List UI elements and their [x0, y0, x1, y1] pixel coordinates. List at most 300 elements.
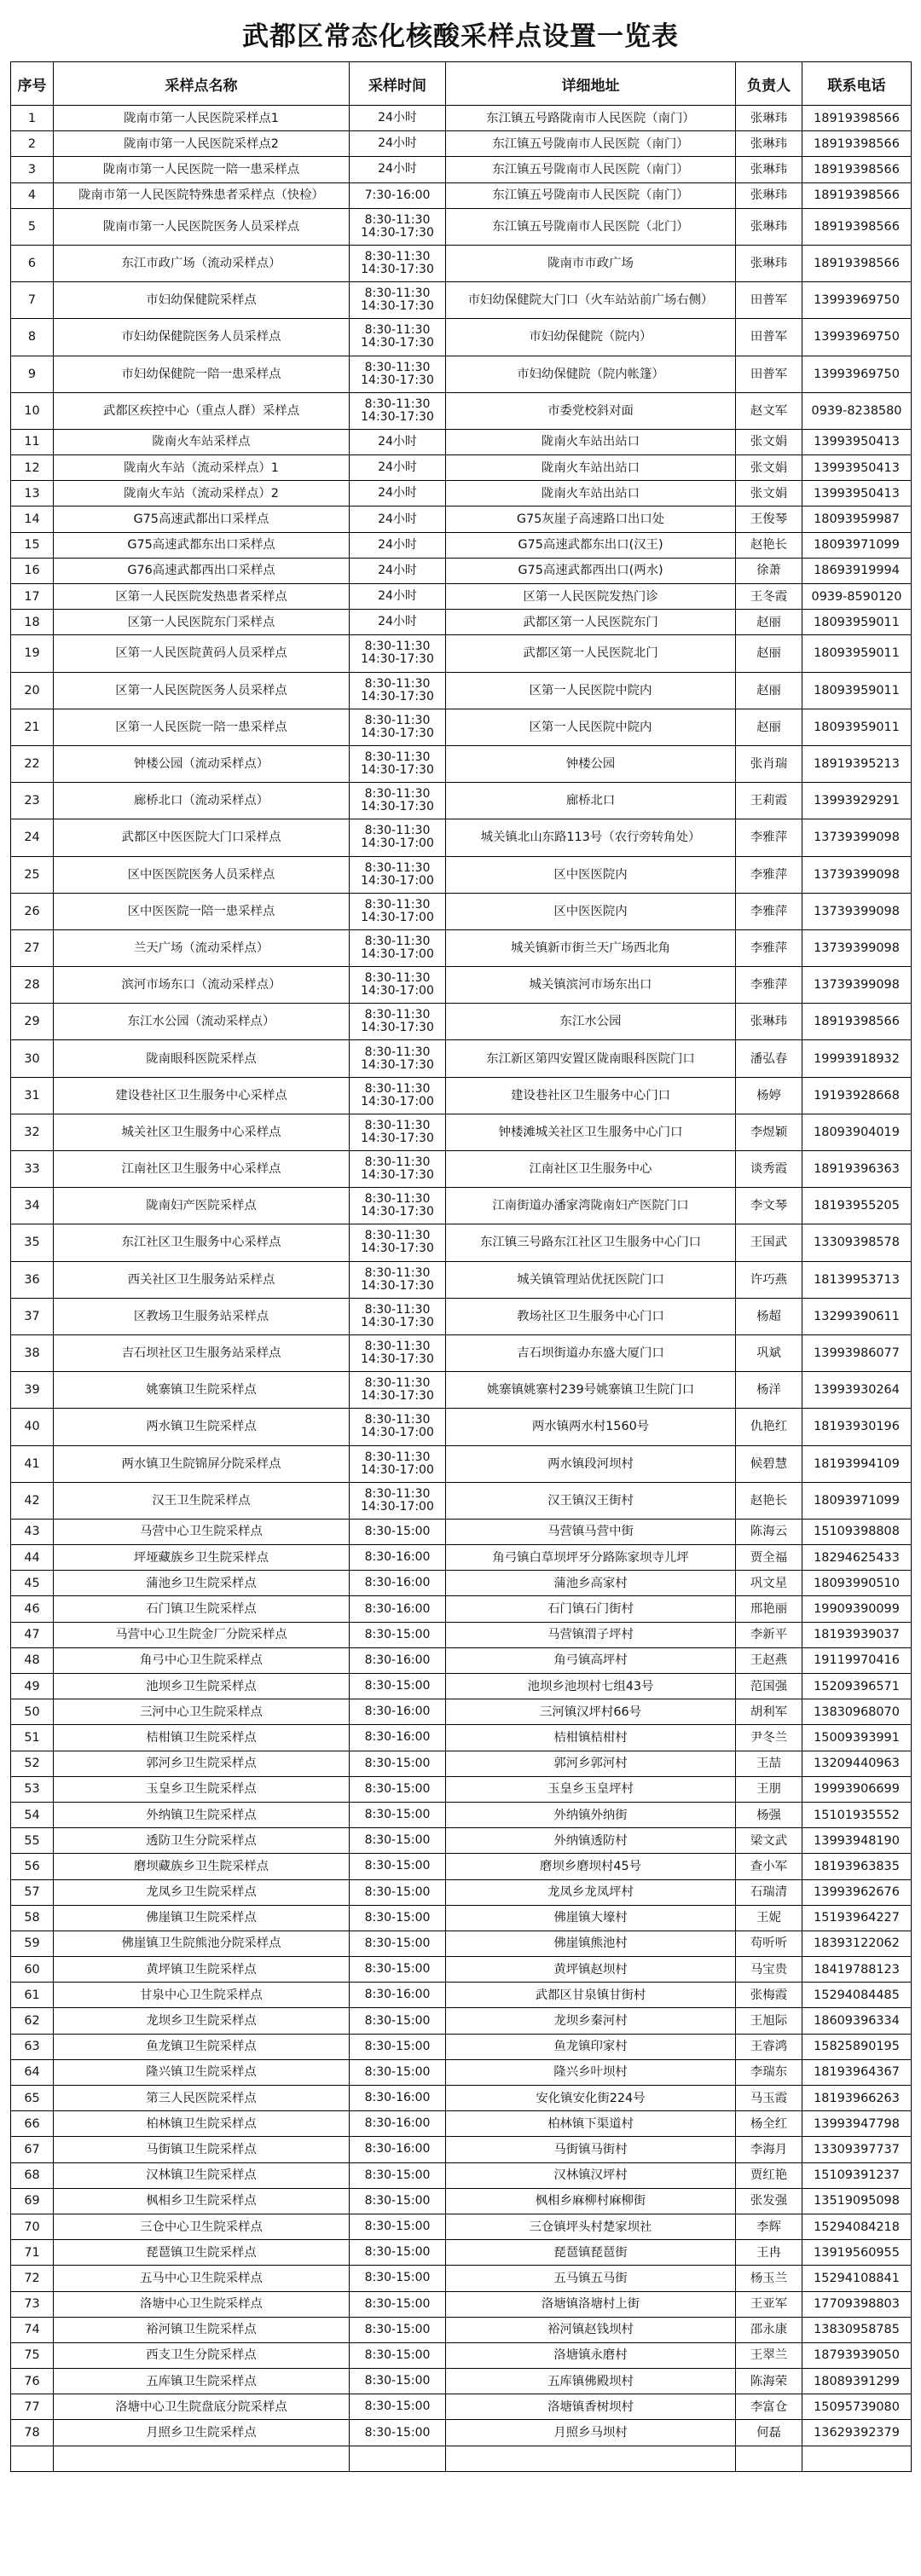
cell-phone: 18193930196	[802, 1409, 912, 1445]
cell-person: 徐萧	[736, 558, 802, 583]
cell-time: 8:30-15:00	[350, 1828, 446, 1854]
cell-phone: 19909390099	[802, 1596, 912, 1622]
cell-empty	[802, 2446, 912, 2471]
cell-person: 王冬霞	[736, 584, 802, 610]
cell-address: 市妇幼保健院（院内帐篷）	[446, 356, 736, 392]
cell-phone: 13739399098	[802, 819, 912, 856]
cell-name: 郭河乡卫生院采样点	[54, 1751, 350, 1776]
cell-time: 8:30-15:00	[350, 2317, 446, 2342]
cell-person: 王俊琴	[736, 507, 802, 532]
cell-address: 区中医医院内	[446, 856, 736, 893]
cell-address: 武都区甘泉镇甘街村	[446, 1983, 736, 2008]
table-row	[11, 157, 912, 182]
table-row	[11, 429, 912, 454]
cell-address: 裕河镇赵钱坝村	[446, 2317, 736, 2342]
cell-person: 石瑞清	[736, 1879, 802, 1905]
cell-no: 33	[11, 1151, 54, 1188]
table-row	[11, 1751, 912, 1776]
table-row	[11, 1224, 912, 1261]
table-row	[11, 2008, 912, 2034]
cell-time: 8:30-16:00	[350, 1699, 446, 1725]
cell-person: 张梅霞	[736, 1983, 802, 2008]
cell-person: 许巧燕	[736, 1261, 802, 1298]
table-row	[11, 1188, 912, 1224]
cell-phone: 13993930264	[802, 1372, 912, 1409]
cell-person: 杨婷	[736, 1077, 802, 1114]
cell-name: 武都区疾控中心（重点人群）采样点	[54, 392, 350, 429]
cell-person: 张文娟	[736, 481, 802, 507]
cell-time: 8:30-15:00	[350, 1802, 446, 1827]
header-name: 采样点名称	[54, 62, 350, 106]
cell-name: 月照乡卫生院采样点	[54, 2420, 350, 2446]
table-row	[11, 1674, 912, 1699]
cell-time: 8:30-15:00	[350, 2369, 446, 2394]
cell-person: 梁文武	[736, 1828, 802, 1854]
cell-time: 8:30-15:00	[350, 1854, 446, 1879]
cell-no: 75	[11, 2342, 54, 2368]
cell-address: 枫相乡麻柳村麻柳街	[446, 2188, 736, 2214]
table-row	[11, 558, 912, 583]
cell-phone: 13739399098	[802, 856, 912, 893]
cell-person: 王翠兰	[736, 2342, 802, 2368]
table-row	[11, 131, 912, 157]
cell-address: 安化镇安化街224号	[446, 2086, 736, 2111]
cell-address: G75灰崖子高速路口出口处	[446, 507, 736, 532]
cell-person: 李雅萍	[736, 893, 802, 929]
cell-address: 东江镇五号陇南市人民医院（南门）	[446, 182, 736, 208]
cell-address: 城关镇滨河市场东出口	[446, 967, 736, 1004]
table-row	[11, 2369, 912, 2394]
cell-address: 外纳镇透防村	[446, 1828, 736, 1854]
cell-name: 区中医医院一陪一患采样点	[54, 893, 350, 929]
cell-time: 24小时	[350, 131, 446, 157]
cell-no: 60	[11, 1957, 54, 1983]
cell-name: 磨坝藏族乡卫生院采样点	[54, 1854, 350, 1879]
table-row	[11, 745, 912, 782]
header-address: 详细地址	[446, 62, 736, 106]
cell-person: 邢艳丽	[736, 1596, 802, 1622]
cell-address: 陇南市市政广场	[446, 245, 736, 281]
cell-phone: 13993969750	[802, 282, 912, 319]
table-row	[11, 1957, 912, 1983]
cell-no: 9	[11, 356, 54, 392]
cell-address: 鱼龙镇印家村	[446, 2034, 736, 2059]
cell-person: 李雅萍	[736, 967, 802, 1004]
cell-person: 赵文军	[736, 392, 802, 429]
cell-time: 8:30-11:30 14:30-17:30	[350, 1298, 446, 1334]
cell-phone: 18609396334	[802, 2008, 912, 2034]
cell-name: G75高速武都东出口采样点	[54, 532, 350, 558]
cell-no: 36	[11, 1261, 54, 1298]
cell-name: 区中医医院医务人员采样点	[54, 856, 350, 893]
cell-person: 陈海荣	[736, 2369, 802, 2394]
cell-no: 23	[11, 783, 54, 819]
table-row	[11, 1647, 912, 1673]
cell-time: 24小时	[350, 532, 446, 558]
cell-name: 池坝乡卫生院采样点	[54, 1674, 350, 1699]
cell-address: 建设巷社区卫生服务中心门口	[446, 1077, 736, 1114]
cell-name: 佛崖镇卫生院采样点	[54, 1905, 350, 1931]
table-row	[11, 1298, 912, 1334]
cell-person: 张琳玮	[736, 131, 802, 157]
cell-name: 陇南市第一人民医院特殊患者采样点（快检）	[54, 182, 350, 208]
cell-address: 江南社区卫生服务中心	[446, 1151, 736, 1188]
cell-address: 磨坝乡磨坝村45号	[446, 1854, 736, 1879]
cell-phone: 15095739080	[802, 2394, 912, 2420]
cell-no: 43	[11, 1519, 54, 1544]
cell-no: 31	[11, 1077, 54, 1114]
cell-name: 廊桥北口（流动采样点）	[54, 783, 350, 819]
header-phone: 联系电话	[802, 62, 912, 106]
table-row	[11, 1802, 912, 1827]
cell-name: 陇南火车站（流动采样点）2	[54, 481, 350, 507]
cell-person: 赵丽	[736, 610, 802, 635]
cell-person: 马宝贵	[736, 1957, 802, 1983]
cell-phone: 13993969750	[802, 319, 912, 356]
cell-phone: 18419788123	[802, 1957, 912, 1983]
cell-address: 陇南火车站出站口	[446, 429, 736, 454]
cell-address: 两水镇两水村1560号	[446, 1409, 736, 1445]
cell-address: 石门镇石门街村	[446, 1596, 736, 1622]
cell-person: 李雅萍	[736, 819, 802, 856]
table-row	[11, 282, 912, 319]
cell-time: 8:30-11:30 14:30-17:00	[350, 856, 446, 893]
cell-time: 8:30-11:30 14:30-17:30	[350, 635, 446, 672]
cell-name: 五库镇卫生院采样点	[54, 2369, 350, 2394]
cell-no: 78	[11, 2420, 54, 2446]
cell-address: 陇南火车站出站口	[446, 481, 736, 507]
cell-name: 建设巷社区卫生服务中心采样点	[54, 1077, 350, 1114]
cell-person: 张发强	[736, 2188, 802, 2214]
table-row	[11, 2317, 912, 2342]
cell-address: 东江新区第四安置区陇南眼科医院门口	[446, 1040, 736, 1077]
cell-no: 39	[11, 1372, 54, 1409]
cell-time: 8:30-15:00	[350, 2291, 446, 2317]
cell-person: 田普军	[736, 319, 802, 356]
table-row	[11, 929, 912, 966]
table-row	[11, 1983, 912, 2008]
table-row	[11, 106, 912, 131]
cell-no: 3	[11, 157, 54, 182]
cell-phone: 13309398578	[802, 1224, 912, 1261]
table-row	[11, 1725, 912, 1751]
cell-phone: 0939-8590120	[802, 584, 912, 610]
cell-name: 区第一人民医院医务人员采样点	[54, 672, 350, 709]
cell-time: 8:30-15:00	[350, 1931, 446, 1956]
table-row	[11, 2059, 912, 2085]
cell-no: 32	[11, 1114, 54, 1150]
cell-phone: 18193963835	[802, 1854, 912, 1879]
cell-person: 李雅萍	[736, 929, 802, 966]
cell-phone: 18089391299	[802, 2369, 912, 2394]
cell-time: 8:30-16:00	[350, 1725, 446, 1751]
cell-no: 12	[11, 455, 54, 481]
cell-no: 2	[11, 131, 54, 157]
cell-person: 张文娟	[736, 455, 802, 481]
cell-address: 东江镇五号陇南市人民医院（南门）	[446, 131, 736, 157]
cell-no: 66	[11, 2111, 54, 2137]
cell-person: 巩斌	[736, 1334, 802, 1371]
table-row	[11, 1905, 912, 1931]
cell-address: 三仓镇坪头村楚家坝社	[446, 2214, 736, 2239]
cell-empty	[736, 2446, 802, 2471]
cell-no: 48	[11, 1647, 54, 1673]
cell-address: 马街镇马街村	[446, 2137, 736, 2162]
cell-time: 8:30-16:00	[350, 2137, 446, 2162]
cell-phone: 15101935552	[802, 1802, 912, 1827]
cell-no: 37	[11, 1298, 54, 1334]
cell-phone: 15109398808	[802, 1519, 912, 1544]
cell-no: 1	[11, 106, 54, 131]
table-row	[11, 1077, 912, 1114]
cell-empty	[11, 2446, 54, 2471]
cell-no: 56	[11, 1854, 54, 1879]
cell-address: 汉王镇汉王街村	[446, 1482, 736, 1519]
cell-name: 市妇幼保健院一陪一患采样点	[54, 356, 350, 392]
cell-name: 武都区中医医院大门口采样点	[54, 819, 350, 856]
cell-address: 桔柑镇桔柑村	[446, 1725, 736, 1751]
cell-address: 武都区第一人民医院北门	[446, 635, 736, 672]
table-row	[11, 1151, 912, 1188]
cell-no: 16	[11, 558, 54, 583]
table-row	[11, 1879, 912, 1905]
cell-name: 陇南火车站采样点	[54, 429, 350, 454]
cell-address: 东江水公园	[446, 1004, 736, 1040]
cell-person: 王亚军	[736, 2291, 802, 2317]
cell-name: 马营中心卫生院金厂分院采样点	[54, 1622, 350, 1647]
cell-address: 市妇幼保健院大门口（火车站站前广场右侧）	[446, 282, 736, 319]
cell-phone: 18919398566	[802, 131, 912, 157]
table-row	[11, 2137, 912, 2162]
cell-phone: 15193964227	[802, 1905, 912, 1931]
cell-time: 8:30-11:30 14:30-17:30	[350, 1114, 446, 1150]
cell-address: 钟楼滩城关社区卫生服务中心门口	[446, 1114, 736, 1150]
cell-name: 石门镇卫生院采样点	[54, 1596, 350, 1622]
table-row	[11, 1622, 912, 1647]
cell-name: 汉王卫生院采样点	[54, 1482, 350, 1519]
cell-time: 24小时	[350, 429, 446, 454]
cell-time: 24小时	[350, 507, 446, 532]
cell-time: 8:30-11:30 14:30-17:00	[350, 967, 446, 1004]
cell-name: 东江社区卫生服务中心采样点	[54, 1224, 350, 1261]
cell-phone: 13993969750	[802, 356, 912, 392]
cell-no: 63	[11, 2034, 54, 2059]
cell-address: 三河镇汉坪村66号	[446, 1699, 736, 1725]
cell-no: 58	[11, 1905, 54, 1931]
cell-name: 角弓中心卫生院采样点	[54, 1647, 350, 1673]
cell-no: 19	[11, 635, 54, 672]
table-row	[11, 1482, 912, 1519]
cell-phone: 18093959987	[802, 507, 912, 532]
cell-no: 67	[11, 2137, 54, 2162]
cell-phone: 18193966263	[802, 2086, 912, 2111]
cell-no: 4	[11, 182, 54, 208]
cell-person: 王莉霞	[736, 783, 802, 819]
cell-phone: 15294084218	[802, 2214, 912, 2239]
cell-phone: 13993962676	[802, 1879, 912, 1905]
cell-person: 李瑞东	[736, 2059, 802, 2085]
cell-name: G75高速武都出口采样点	[54, 507, 350, 532]
cell-phone: 18193964367	[802, 2059, 912, 2085]
cell-time: 8:30-15:00	[350, 1519, 446, 1544]
cell-address: 五库镇佛殿坝村	[446, 2369, 736, 2394]
cell-name: 陇南市第一人民医院采样点1	[54, 106, 350, 131]
table-row	[11, 1931, 912, 1956]
cell-time: 8:30-11:30 14:30-17:00	[350, 929, 446, 966]
cell-no: 18	[11, 610, 54, 635]
cell-no: 34	[11, 1188, 54, 1224]
table-row	[11, 1334, 912, 1371]
cell-no: 46	[11, 1596, 54, 1622]
cell-time: 8:30-15:00	[350, 2266, 446, 2291]
cell-address: 东江镇五号陇南市人民医院（南门）	[446, 157, 736, 182]
cell-name: 区第一人民医院一陪一患采样点	[54, 709, 350, 745]
cell-name: 西关社区卫生服务站采样点	[54, 1261, 350, 1298]
cell-name: 洛塘中心卫生院采样点	[54, 2291, 350, 2317]
cell-name: 区第一人民医院发热患者采样点	[54, 584, 350, 610]
cell-no: 65	[11, 2086, 54, 2111]
cell-empty	[350, 2446, 446, 2471]
cell-phone: 18919398566	[802, 208, 912, 245]
table-row	[11, 1040, 912, 1077]
cell-phone: 18393122062	[802, 1931, 912, 1956]
cell-address: 角弓镇白草坝坪牙分路陈家坝寺儿坪	[446, 1545, 736, 1571]
cell-person: 王妮	[736, 1905, 802, 1931]
cell-person: 张琳玮	[736, 157, 802, 182]
cell-no: 50	[11, 1699, 54, 1725]
cell-name: 吉石坝社区卫生服务站采样点	[54, 1334, 350, 1371]
cell-phone: 18193994109	[802, 1445, 912, 1482]
table-row	[11, 532, 912, 558]
cell-name: 洛塘中心卫生院盘底分院采样点	[54, 2394, 350, 2420]
table-row	[11, 245, 912, 281]
cell-time: 24小时	[350, 106, 446, 131]
cell-person: 苟听听	[736, 1931, 802, 1956]
table-row	[11, 1409, 912, 1445]
cell-time: 8:30-11:30 14:30-17:30	[350, 1261, 446, 1298]
cell-name: 龙坝乡卫生院采样点	[54, 2008, 350, 2034]
cell-name: 裕河镇卫生院采样点	[54, 2317, 350, 2342]
table-row	[11, 1372, 912, 1409]
cell-phone: 15009393991	[802, 1725, 912, 1751]
cell-time: 8:30-11:30 14:30-17:30	[350, 1188, 446, 1224]
cell-phone: 13919560955	[802, 2240, 912, 2266]
cell-phone: 18093990510	[802, 1571, 912, 1596]
cell-person: 巩文星	[736, 1571, 802, 1596]
cell-address: 市妇幼保健院（院内）	[446, 319, 736, 356]
cell-time: 8:30-11:30 14:30-17:00	[350, 1445, 446, 1482]
cell-time: 8:30-15:00	[350, 1957, 446, 1983]
cell-time: 8:30-11:30 14:30-17:30	[350, 208, 446, 245]
cell-name: 兰天广场（流动采样点）	[54, 929, 350, 966]
cell-time: 8:30-16:00	[350, 2111, 446, 2137]
table-row	[11, 481, 912, 507]
cell-time: 8:30-15:00	[350, 2188, 446, 2214]
cell-address: 池坝乡池坝村七组43号	[446, 1674, 736, 1699]
table-row	[11, 893, 912, 929]
cell-name: 马营中心卫生院采样点	[54, 1519, 350, 1544]
cell-name: 透防卫生分院采样点	[54, 1828, 350, 1854]
cell-address: G75高速武都西出口(两水)	[446, 558, 736, 583]
cell-phone: 19993906699	[802, 1776, 912, 1802]
cell-address: 龙坝乡秦河村	[446, 2008, 736, 2034]
table-body	[11, 106, 912, 2472]
cell-person: 何磊	[736, 2420, 802, 2446]
cell-phone: 18793939050	[802, 2342, 912, 2368]
cell-no: 10	[11, 392, 54, 429]
cell-name: G76高速武都西出口采样点	[54, 558, 350, 583]
cell-empty	[446, 2446, 736, 2471]
table-row	[11, 783, 912, 819]
cell-time: 8:30-11:30 14:30-17:30	[350, 282, 446, 319]
cell-address: G75高速武都东出口(汉王)	[446, 532, 736, 558]
cell-time: 8:30-15:00	[350, 2214, 446, 2239]
cell-address: 琵琶镇琵琶街	[446, 2240, 736, 2266]
cell-name: 市妇幼保健院医务人员采样点	[54, 319, 350, 356]
cell-no: 61	[11, 1983, 54, 2008]
cell-phone: 15294108841	[802, 2266, 912, 2291]
cell-person: 张琳玮	[736, 1004, 802, 1040]
table-row	[11, 1114, 912, 1150]
cell-name: 隆兴镇卫生院采样点	[54, 2059, 350, 2085]
cell-name: 陇南市第一人民医院医务人员采样点	[54, 208, 350, 245]
cell-time: 24小时	[350, 481, 446, 507]
cell-time: 8:30-11:30 14:30-17:30	[350, 319, 446, 356]
cell-name: 黄坪镇卫生院采样点	[54, 1957, 350, 1983]
cell-address: 佛崖镇熊池村	[446, 1931, 736, 1956]
cell-address: 武都区第一人民医院东门	[446, 610, 736, 635]
cell-time: 8:30-15:00	[350, 1674, 446, 1699]
cell-address: 角弓镇高坪村	[446, 1647, 736, 1673]
cell-phone: 15209396571	[802, 1674, 912, 1699]
cell-phone: 13739399098	[802, 929, 912, 966]
table-row	[11, 208, 912, 245]
cell-time: 7:30-16:00	[350, 182, 446, 208]
cell-time: 8:30-11:30 14:30-17:30	[350, 392, 446, 429]
cell-time: 8:30-11:30 14:30-17:30	[350, 709, 446, 745]
table-row-empty	[11, 2446, 912, 2471]
table-row	[11, 1854, 912, 1879]
cell-name: 区第一人民医院黄码人员采样点	[54, 635, 350, 672]
cell-person: 潘弘春	[736, 1040, 802, 1077]
cell-person: 李海月	[736, 2137, 802, 2162]
cell-phone: 13309397737	[802, 2137, 912, 2162]
cell-time: 8:30-11:30 14:30-17:30	[350, 1040, 446, 1077]
cell-no: 68	[11, 2162, 54, 2188]
cell-address: 佛崖镇大壕村	[446, 1905, 736, 1931]
cell-phone: 0939-8238580	[802, 392, 912, 429]
cell-address: 隆兴乡叶坝村	[446, 2059, 736, 2085]
cell-no: 62	[11, 2008, 54, 2034]
cell-name: 玉皇乡卫生院采样点	[54, 1776, 350, 1802]
table-row	[11, 2034, 912, 2059]
cell-person: 张琳玮	[736, 208, 802, 245]
cell-name: 陇南市第一人民医院采样点2	[54, 131, 350, 157]
table-row	[11, 2291, 912, 2317]
cell-phone: 18919398566	[802, 106, 912, 131]
cell-phone: 19993918932	[802, 1040, 912, 1077]
cell-time: 24小时	[350, 558, 446, 583]
cell-name: 姚寨镇卫生院采样点	[54, 1372, 350, 1409]
cell-address: 黄坪镇赵坝村	[446, 1957, 736, 1983]
table-row	[11, 2111, 912, 2137]
cell-phone: 18093971099	[802, 1482, 912, 1519]
cell-no: 77	[11, 2394, 54, 2420]
cell-phone: 13739399098	[802, 893, 912, 929]
cell-address: 东江镇五号陇南市人民医院（北门）	[446, 208, 736, 245]
cell-time: 8:30-11:30 14:30-17:30	[350, 745, 446, 782]
cell-no: 22	[11, 745, 54, 782]
